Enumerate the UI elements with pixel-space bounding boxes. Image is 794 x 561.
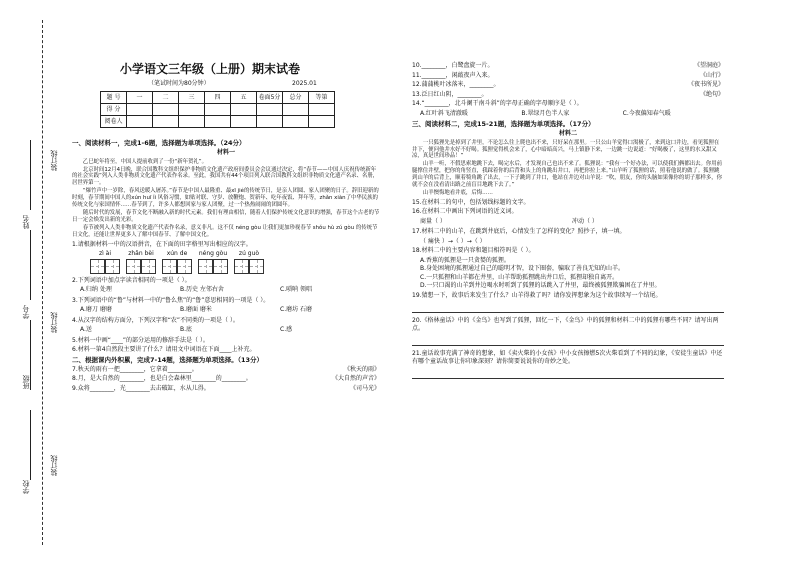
material-2-paragraph: 山羊一听，不假思索地跳下去，喝完水后，才发现自己也出不来了。狐狸说：“我有一个好办法，可以使我们俩都出去。你用前腿撑住井壁，把你的角竖直，我踩着你的后背和头上的角跳出井口，再把你拉上来。”山羊听了狐狸的话，照着他说的做了。狐狸跳到山羊的后背上，顺着犄角跳了出去，一下子跳到了井口，他站在井边对山羊说：“吹，朋友，你的头脑如果像你的胡子那样多，你就不会在没看清出路之前盲目地跳下去了。” (412, 161, 723, 189)
grader-cell[interactable] (283, 116, 309, 128)
score-header-cell: 四 (205, 92, 231, 104)
section-2-heading: 二、根据课内外积累，完成7-14题，选择题为单项选择。（13分） (72, 355, 264, 364)
option-b[interactable]: B.身处困境的狐狸通过自己的聪明才智，设下圈套，骗取了善良无知的山羊。 (420, 265, 625, 273)
question-17: 17.材料二中的山羊，在跳到井底后，心情发生了怎样的变化？照抄子，填一填。 (412, 228, 626, 236)
score-cell[interactable] (205, 104, 231, 116)
question-13-source: 《绝句》 (699, 90, 724, 98)
binding-label: 装订线 (50, 150, 58, 171)
score-header-cell: 等第 (309, 92, 335, 104)
score-cell[interactable] (153, 104, 179, 116)
score-header-cell: 二 (153, 92, 179, 104)
option-d[interactable]: D.一只口渴的山羊到井边喝水时听到了狐狸的话跳入了井里，最终被狐狸欺骗困在了井里。 (420, 282, 661, 290)
question-7 (72, 366, 380, 374)
question-16-words (412, 218, 724, 226)
question-7-source: 《秋天的雨》 (343, 365, 380, 373)
score-header-cell: 一 (127, 92, 153, 104)
score-row (101, 104, 335, 116)
question-8-source: 《大自然的声音》 (331, 375, 380, 383)
question-6: 6.材料一第4自然段主要讲了什么？请用文中词语在下面____上补充。 (72, 346, 256, 354)
pinyin-label: zhǎn bèi (128, 250, 154, 258)
option-a[interactable]: A.磨刀 磨磨 (80, 306, 112, 314)
question-15: 15.在材料二的句中，包括划线标题的文字。 (412, 198, 530, 206)
question-12 (412, 81, 724, 89)
pinyin-label: zú guò (238, 250, 260, 258)
grader-cell[interactable] (309, 116, 335, 128)
option-a[interactable]: A.红叶斜飞清澈暖 (420, 109, 468, 117)
question-13-text: 13.泛日红山阴，________。 (412, 90, 488, 98)
score-cell[interactable] (309, 104, 335, 116)
option-c[interactable]: C.感 (280, 326, 293, 334)
tianzige-pair[interactable] (126, 259, 156, 274)
grader-cell[interactable] (231, 116, 257, 128)
score-header-cell: 总分 (283, 92, 309, 104)
name-label: 姓名 (22, 215, 30, 229)
question-12-text: 12.蒲蒲桃叶冰落米，________。 (412, 81, 500, 88)
question-20: 20.《格林童话》中的《金鸟》也写到了狐狸，回忆一下，《金鸟》中的狐狸和材料二中的狐狸有哪些不同？请写出两点。 (412, 317, 719, 332)
pinyin-label: zì ài (98, 250, 112, 258)
option-b[interactable]: B.翠绿月色半人家 (521, 109, 570, 117)
binding-label: 装订线 (50, 455, 58, 476)
grader-cell[interactable] (179, 116, 205, 128)
score-cell[interactable] (127, 104, 153, 116)
question-11-text: 11.________，闲敲夜声入来。 (412, 71, 494, 79)
grader-row (101, 116, 335, 128)
score-row-label: 得 分 (101, 104, 127, 116)
school-field[interactable] (30, 410, 31, 480)
option-a[interactable]: A.归纳 处理 (80, 286, 112, 294)
score-header-cell: 三 (179, 92, 205, 104)
class-field[interactable] (30, 320, 31, 390)
question-18: 18.材料二中的主要内容和题目相符吗是（ ）。 (412, 247, 535, 255)
tianzige-row (90, 259, 380, 274)
answer-line[interactable] (412, 305, 724, 313)
question-13 (412, 91, 724, 99)
question-14: 14.“________，北斗阑干南斗斜”的字母正确的字母顺序是（ ）。 (412, 100, 583, 107)
left-page (72, 137, 380, 394)
question-3-options (72, 306, 380, 314)
tianzige-pair[interactable] (90, 259, 120, 274)
option-c[interactable]: C.磨坊 石磨 (280, 306, 313, 314)
exam-date: 2025.01 (292, 80, 317, 87)
material-1-paragraph: 乙巳蛇年将至，中国人提前收到了一份“新年贺礼”。 (82, 158, 207, 165)
question-8-text: 8.月，是大自然的________，也是白会森林里________的________。 (72, 375, 252, 383)
question-11-source: 《山行》 (699, 71, 724, 79)
pinyin-row (90, 250, 380, 258)
answer-line[interactable] (412, 371, 724, 379)
option-b[interactable]: B.历史 左邻右舍 (180, 286, 224, 294)
question-4: 4.从汉字的结构方面分，下列汉字和“农”不同类的一项是（ ）。 (72, 316, 239, 324)
tianzige-pair[interactable] (162, 259, 192, 274)
score-table (100, 91, 335, 128)
question-19: 19.猜想一下，故事后来发生了什么？山羊得救了吗？请你发挥想象为这个故事续写一个结尾。 (412, 291, 662, 299)
question-9-text: 9.众将________，光________去击破缸，水从儿得。 (72, 384, 210, 392)
grader-cell[interactable] (257, 116, 283, 128)
score-cell[interactable] (231, 104, 257, 116)
tianzige-pair[interactable] (198, 259, 228, 274)
material-1-paragraph: 北京时间12月4日晚，联合国教科文组织保护非物质文化遗产政府间委员会会议通过决定，将“春节——中国人庆祝传统新年的社会实践”列入人类非物质文化遗产代表作名录。至此，我国共有44个项目列入联合国教科文组织非物质文化遗产名录、名册，居世界第一。 (72, 166, 379, 187)
question-2: 2.下列词语中加点字读音相同的一项是（ ）。 (72, 276, 191, 284)
option-a[interactable]: A.香蕉的狐狸是一只贪婪的狐狸。 (420, 256, 510, 264)
score-cell[interactable] (179, 104, 205, 116)
synonym-blank[interactable]: 商量（ ） (420, 217, 446, 225)
binding-line (42, 20, 43, 545)
material-2-title: 材料二 (558, 130, 577, 138)
class-label: 班级 (22, 375, 30, 389)
material-2-paragraph: 山羊懊悔地看井底，后悔…… (422, 189, 493, 196)
section-1-heading: 一、阅读材料一，完成1-6题，选择题为单项选择。（24分） (72, 139, 246, 147)
question-1: 1.请根据材料一中的汉语拼音，在下面的田字格里写出相应的汉字。 (72, 240, 252, 248)
question-10-text: 10.________，白鹭盘旋一片。 (412, 62, 494, 69)
material-2-paragraph: 一只狐狸先是掉到了井里，不论怎么往上爬也出不来，只好呆在那里。一只公山羊觉得口渴极了，来到这口井边，看见狐狸在井下，便问他井水好不好喝。狐狸觉得机会来了，心中暗暗高兴，马上镇静下来，一边跳一边说道：“好喝极了，这里的水又甜又凉，真是世间珍品！” (412, 139, 720, 160)
student-id-label: 学号 (22, 305, 30, 319)
exam-title: 小学语文三年级（上册）期末试卷 (120, 62, 301, 76)
name-field[interactable] (30, 140, 31, 210)
mood-chain[interactable]: （ 痛快 ）→（ ）→（ ） (420, 237, 486, 245)
question-8 (72, 375, 380, 383)
question-4-options (72, 326, 380, 334)
pinyin-label: xún de (166, 250, 188, 258)
material-1-paragraph: “爆竹声中一岁除，春风送暖入屠苏。”春节是中国人最隆重、最xī jié的传统节日，是亲人团圆、家人团聚的日子。辞旧迎新的时刻，春节期间中国人的xún huī ìì 风俗习惯，如贴对联、守岁、放鞭炮、贺新年、吃年夜饭、拜年等，zhǎn xiàn了中华民族的传统文化与家国情怀……春节到了，许多人都想回家与家人团聚，过一个热热闹闹的团圆年。 (72, 188, 379, 209)
option-b[interactable]: B.底 (180, 326, 193, 334)
question-3: 3.下列词语中的“鲁”与材料一中的“鲁么焦”的“鲁”意思相同的一项是（ ）。 (72, 296, 270, 304)
grader-cell[interactable] (205, 116, 231, 128)
right-page (412, 60, 724, 383)
question-11 (412, 72, 724, 80)
answer-line[interactable] (412, 338, 724, 346)
synonym-blank[interactable]: 冲动（ ） (572, 217, 598, 225)
question-5: 5.材料一中画“____”的部分运用的修辞手法是（ ）。 (72, 336, 209, 344)
score-header-cell: 五 (231, 92, 257, 104)
option-c[interactable]: C.今夜偏知春气暖 (622, 109, 671, 117)
question-12-source: 《夜书所见》 (687, 81, 724, 88)
section-3-heading: 三、阅读材料二，完成15-21题，选择题为单项选择。（17分） (412, 120, 595, 128)
material-1-paragraph: 随后时代的发展，春节文化不断融入新的时代元素。我们有理由相信，随着人们保护传统文化意识的增强，春节这个古老的节日一定会焕发出新的光彩。 (72, 209, 380, 223)
score-header-cell: 题 号 (101, 92, 127, 104)
binding-label: 装订线 (50, 312, 58, 333)
question-9 (72, 385, 380, 393)
score-header-cell: 卷面5分 (257, 92, 283, 104)
grader-cell[interactable] (153, 116, 179, 128)
question-2-options (72, 286, 380, 294)
score-cell[interactable] (257, 104, 283, 116)
option-c[interactable]: C.唢呐 领唱 (280, 286, 313, 294)
grader-cell[interactable] (127, 116, 153, 128)
option-c[interactable]: C.一只狐狸和山羊都在井里，山羊帮助狐狸跳出井口后，狐狸却独自离开。 (420, 273, 619, 281)
question-21: 21.童话故事充满了神奇的想象，如《卖火柴的小女孩》中小女孩擦燃5次火柴看到了不同的幻象，《安徒生童话》中还有哪个童话故事让你印象深刻？请你简要说说你的奇妙之处。 (412, 350, 723, 365)
binding-margin (0, 0, 70, 561)
material-1-title: 材料一 (216, 149, 235, 157)
school-label: 学校 (22, 480, 30, 494)
pinyin-label: néng gòu (198, 250, 228, 258)
question-10-source: 《望洞庭》 (693, 62, 724, 69)
question-7-text: 7.秋天的雨有一把________，它拿着________。 (72, 365, 198, 373)
question-14-options (412, 110, 724, 118)
score-table-header-row (101, 92, 335, 104)
tianzige-pair[interactable] (234, 259, 264, 274)
score-cell[interactable] (283, 104, 309, 116)
grader-row-label: 阅卷人 (101, 116, 127, 128)
exam-duration: （笔试时间为80分钟） (148, 80, 210, 87)
material-1-paragraph: 春节被列入人类非物质文化遗产代表作名录，意义非凡。这不仅 néng gòu 让我们更加珍视春节 shǒu hù zú gòu 的传统节日文化，还能让世界更多人了解中国春节、了解中国文化。 (72, 224, 378, 238)
option-a[interactable]: A.送 (80, 326, 92, 334)
option-b[interactable]: B.磨面 磨米 (180, 306, 212, 314)
question-9-source: 《司马光》 (349, 384, 380, 392)
student-id-field[interactable] (30, 230, 31, 300)
question-16: 16.在材料二中画出下列词语的近义词。 (412, 208, 518, 216)
question-10 (412, 62, 724, 70)
